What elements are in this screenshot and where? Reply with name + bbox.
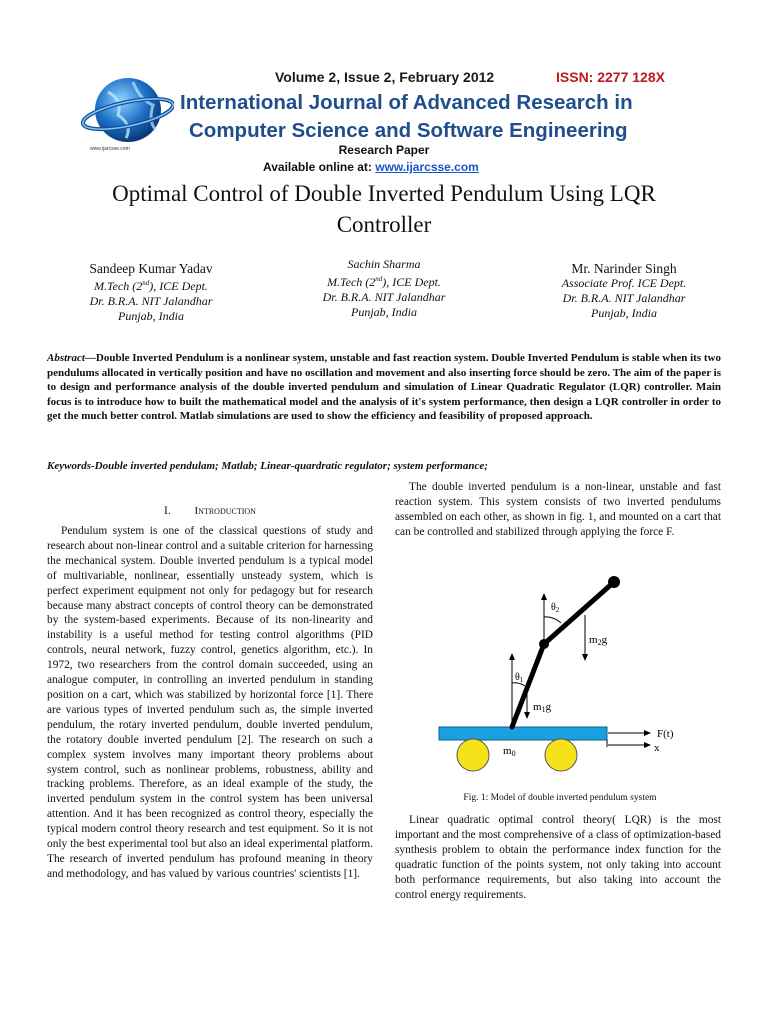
figure-pendulum (395, 565, 725, 787)
double-inverted-pendulum-diagram (395, 565, 725, 787)
issn: ISSN: 2277 128X (556, 69, 665, 85)
section-heading (47, 505, 373, 517)
wheel-right (545, 739, 577, 771)
author-institution: Dr. B.R.A. NIT Jalandhar (322, 290, 446, 304)
journal-name-line2: Computer Science and Software Engineering (189, 119, 628, 142)
paper-title-line1: Optimal Control of Double Inverted Pendulum Using LQR (112, 181, 656, 206)
m1g-label: m1g (533, 701, 552, 714)
force-label: F(t) (657, 728, 674, 740)
abstract-label: Abstract (47, 352, 85, 364)
logo-caption: www.ijarcsse.com (90, 146, 130, 152)
author-name: Sandeep Kumar Yadav (89, 261, 213, 276)
paper-title-line2: Controller (336, 212, 432, 237)
wheel-left (457, 739, 489, 771)
author-institution: Dr. B.R.A. NIT Jalandhar (89, 294, 213, 308)
availability (263, 160, 479, 174)
theta1-label: $\theta_1$ (515, 672, 524, 684)
theta2-label: $\theta_2$ (551, 602, 560, 614)
author-degree: Associate Prof. ICE Dept. (561, 276, 687, 290)
author-2 (288, 257, 480, 320)
journal-name (180, 89, 690, 145)
author-location: Punjab, India (351, 305, 417, 319)
author-location: Punjab, India (118, 309, 184, 323)
abstract-text: —Double Inverted Pendulum is a nonlinear system, unstable and fast reaction system. Double Inverted Pendulum is stable when its two pendulums allocated in vertically position and have no oscillation and movement and also inserting force should be zero. The aim of the paper is to design and performance analysis of the double inverted pendulum and simulation of Linear Quadratic Regulator (LQR) controller. Main focus is to introduce how to built the mathematical model and the analysis of it's system performance, then design a LQR controller in order to get the much better control. Matlab simulations are used to show the efficiency and feasibility of proposed approach. (47, 352, 721, 423)
m0-label: m0 (503, 745, 516, 758)
author-name: Mr. Narinder Singh (571, 261, 677, 276)
right-paragraph-1: The double inverted pendulum is a non-linear, unstable and fast reaction system. This system consists of two inverted pendulums assembled on each other, as shown in fig. 1, and mounted on a cart that can be controlled and stabilized through applying the force F. (395, 481, 721, 538)
author-location: Punjab, India (591, 306, 657, 320)
abstract (47, 351, 721, 424)
m2g-label: m2g (589, 634, 608, 647)
paper-title (40, 178, 728, 240)
author-1 (55, 261, 247, 324)
author-name: Sachin Sharma (347, 257, 421, 271)
keywords: Keywords-Double inverted pendulam; Matlab; Linear-quardratic regulator; system performance; (47, 460, 488, 472)
section-title: Introduction (194, 505, 256, 517)
author-degree: M.Tech (2nd), ICE Dept. (327, 275, 441, 289)
author-degree: M.Tech (2nd), ICE Dept. (94, 279, 208, 293)
right-paragraph-2: Linear quadratic optimal control theory( LQR) is the most important and the most comprehensive of a class of optimization-based synthesis problem to obtain the performance index function for the quadratic function of the points system, not only taking into account both performance requirements, but also taking into account the control energy requirements. (395, 814, 721, 901)
section-number: I. (164, 505, 171, 517)
figure-caption: Fig. 1: Model of double inverted pendulum system (463, 793, 657, 803)
volume-issue: Volume 2, Issue 2, February 2012 (275, 69, 495, 85)
pendulum-tip-mass (608, 576, 620, 588)
author-institution: Dr. B.R.A. NIT Jalandhar (562, 291, 686, 305)
availability-prefix: Available online at: (263, 160, 376, 174)
author-3 (528, 261, 720, 321)
journal-name-line1: International Journal of Advanced Research in (180, 91, 633, 114)
paper-type: Research Paper (338, 143, 430, 157)
cart (439, 727, 607, 740)
intro-paragraph: Pendulum system is one of the classical questions of study and research about non-linear control and a suitable criterion for harnessing the mechanical system. Double inverted pendulum is a typical model of multivariable, nonlinear, essentially unsteady system, which is perfect experiment equipment not only for pedagogy but for research because many abstract concepts of control theory can be demonstrated by the system-based experiments. Because of its non-linearity and instability is a useful method for testing control algorithms (PID controls, neural network, fuzzy control, genetics algorithm, etc.). In 1972, two researchers from the control domain succeeded, using an analogue computer, in controlling an inverted pendulum in standing position on a cart, which was stabilized by horizontal force [1]. There are various types of inverted pendulum such as, the simple inverted pendulum, the rotary inverted pendulum, double inverted pendulum, the rotatory double inverted pendulum [2]. The research on such a complex system involves many important theory problems about system control, such as nonlinear problems, robustness, ability and tracking problems. Therefore, as an ideal example of the study, the inverted pendulum system in the control system has been universal attention. And it has been recognized as control theory, especially the typical modern control theory research and test equipment. So it is not only the best experimental tool but also an ideal experimental platform. The research of inverted pendulum has profound meaning in theory and methodology, and has valued by various countries' scientists [1]. (47, 525, 373, 880)
journal-website-link[interactable]: www.ijarcsse.com (375, 160, 479, 174)
x-label: x (654, 742, 660, 754)
